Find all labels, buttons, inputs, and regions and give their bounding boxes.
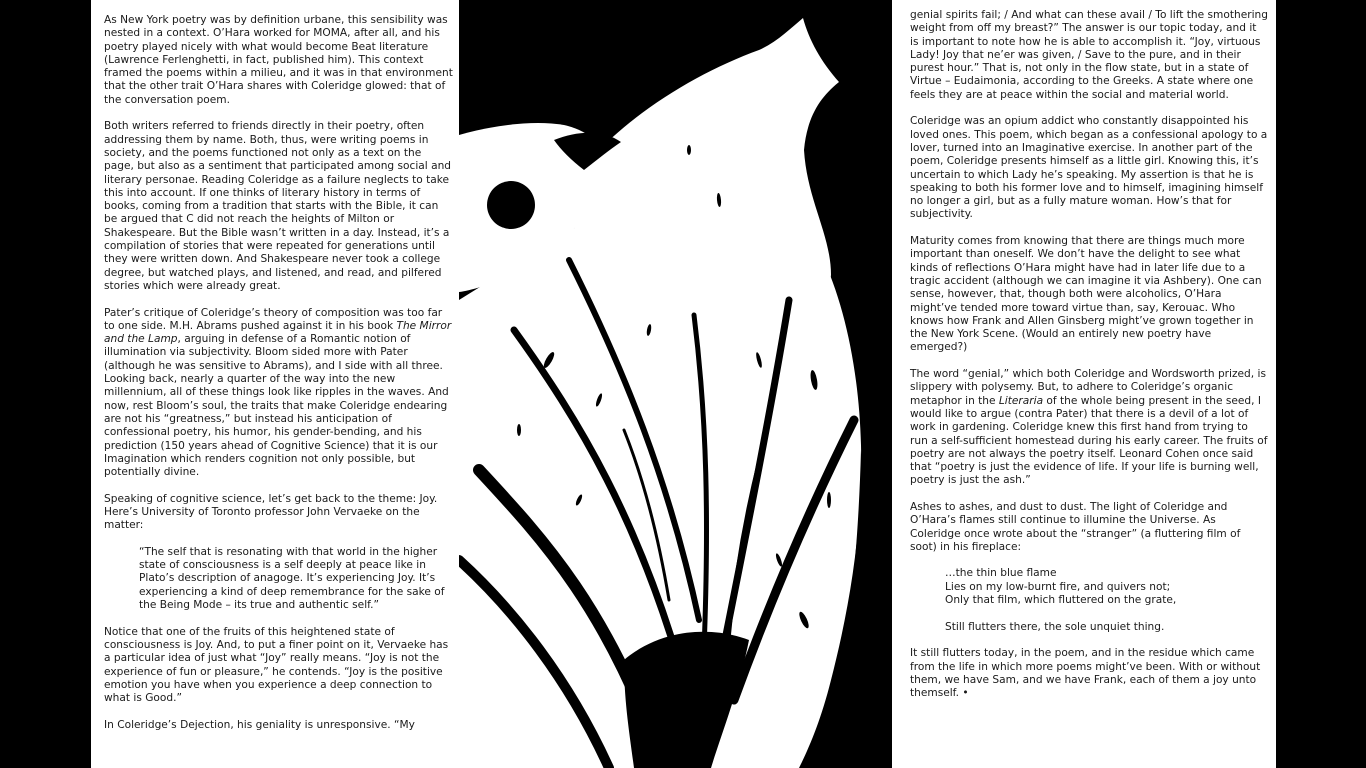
book-title-literaria: Literaria <box>998 394 1044 407</box>
paragraph-genial-word <box>910 368 1268 488</box>
poem-line: Only that film, which fluttered on the grate, <box>945 594 1177 607</box>
paragraph-genial-spirits: genial spirits fail; / And what can these avail / To lift the smothering weight from off my breast?” The answer is our topic today, and it is important to note how he is able to accomplish it. “Joy, virtuous Lady! Joy that ne’er was given, / Save to the pure, and in their purest hour.” That is, not only in the flow state, but in a state of Virtue – Eudaimonia, according to the Greeks. A state where one feels they are at peace within the social and material world. <box>910 9 1268 101</box>
paragraph-closing: It still flutters today, in the poem, and in the residue which came from the life in which more poems might’ve been. With or without them, we have Sam, and we have Frank, each of them a joy unto themself. • <box>910 647 1261 700</box>
paragraph-both-writers: Both writers referred to friends directly in their poetry, often addressing them by name. Both, thus, were writing poems in society, and the poems functioned not only as a text on the page, but also as a sentiment that participated among social and literary personae. Reading Coleridge as a failure neglects to take this into account. If one thinks of literary history in terms of books, coming from a tradition that starts with the Bible, it can be argued that C did not reach the heights of Milton or Shakespeare. But the Bible wasn’t written in a day. Instead, it’s a compilation of stories that were repeated for generations until they were written down. And Shakespeare never took a college degree, but watched plays, and listened, and read, and pilfered stories which were already great. <box>104 120 452 292</box>
coleridge-poem-excerpt <box>945 567 1268 633</box>
paragraph-pater-critique <box>104 307 453 480</box>
pater-text-end: , arguing in defense of a Romantic notion of illumination via subjectivity. Bloom sided more with Pater (although he was sensitive to Abrams), and I side with all three. Looking back, nearly a quarter of the way into the new millennium, all of these things look like ripples in the waves. And now, rest Bloom’s soul, the traits that make Coleridge endearing are not his “greatness,” but instead his anticipation of confessional poetry, his humor, his gender-bending, and his prediction (150 years ahead of Cognitive Science) that it is our Imagination which renders cognition not only possible, but potentially divine. <box>104 333 449 479</box>
pater-text-start: Pater’s critique of Coleridge’s theory of composition was too far to one side. M.H. Abrams pushed against it in his book <box>104 306 443 332</box>
paragraph-maturity: Maturity comes from knowing that there are things much more important than oneself. We don’t have the delight to see what kinds of reflections O’Hara might have had in later life due to a tragic accident (although we can imagine it via Ashbery). One can sense, however, that, though both were alcoholics, O’Hara might’ve tended more toward virtue than, say, Kerouac. Who knows how Frank and Allen Ginsberg might’ve grown together in the New York Scene. (Would an entirely new poetry have emerged?) <box>910 235 1262 354</box>
stanza-gap <box>945 607 1268 620</box>
paragraph-dejection: In Coleridge’s Dejection, his geniality is unresponsive. “My <box>104 718 415 731</box>
flower-bud-artwork <box>459 0 892 768</box>
paragraph-cognitive-science: Speaking of cognitive science, let’s get back to the theme: Joy. Here’s University of Toronto professor John Vervaeke on the matter: <box>104 492 438 532</box>
paragraph-ashes: Ashes to ashes, and dust to dust. The light of Coleridge and O’Hara’s flames still continue to illumine the Universe. As Coleridge once wrote about the “stranger” (a fluttering film of soot) in his fireplace: <box>910 500 1241 553</box>
paragraph-opium: Coleridge was an opium addict who constantly disappointed his loved ones. This poem, which began as a confessional apology to a lover, turned into an Imaginative exercise. In another part of the poem, Coleridge presents himself as a little girl. Knowing this, it’s uncertain to which Lady he’s speaking. My assertion is that he is speaking to both his former love and to himself, imagining himself no longer a girl, but as a fully mature woman. How’s that for subjectivity. <box>910 115 1268 221</box>
left-text-column <box>91 0 459 768</box>
poem-line: …the thin blue flame <box>945 567 1057 580</box>
book-title-mirror-and-lamp: The Mirror and the Lamp <box>104 319 452 346</box>
poem-line: Lies on my low-burnt fire, and quivers not; <box>945 580 1171 593</box>
flower-bud-illustration <box>459 0 892 768</box>
paragraph-notice-joy: Notice that one of the fruits of this heightened state of consciousness is Joy. And, to put a finer point on it, Vervaeke has a particular idea of just what “Joy” really means. “Joy is not the experience of fun or pleasure,” he contends. “Joy is the positive emotion you have when you experience a deep connection to what is Good.” <box>104 625 449 705</box>
paragraph-new-york-poetry: As New York poetry was by definition urbane, this sensibility was nested in a context. O’Hara worked for MOMA, after all, and his poetry played nicely with what would become Beat literature (Lawrence Ferlenghetti, in fact, published him). This context framed the poems within a milieu, and it was in that environment that the other trait O’Hara shares with Coleridge glowed: that of the conversation poem. <box>104 14 453 106</box>
genial-text-end: of the whole being present in the seed, I would like to argue (contra Pater) that there is a devil of a lot of work in gardening. Coleridge knew this first hand from trying to run a self-sufficient homestead during his early career. The fruits of poetry are not always the poetry itself. Leonard Cohen once said that “poetry is just the evidence of life. If your life is burning well, poetry is just the ash.” <box>910 394 1268 487</box>
poem-line: Still flutters there, the sole unquiet thing. <box>945 620 1165 633</box>
right-text-column <box>892 0 1276 768</box>
genial-text-start: The word “genial,” which both Coleridge and Wordsworth prized, is slippery with polysemy. But, to adhere to Coleridge’s organic metaphor in the <box>910 368 1266 407</box>
vervaeke-blockquote: “The self that is resonating with that world in the higher state of consciousness is a self deeply at peace like in Plato’s description of anagoge. It’s experiencing Joy. It’s experiencing a kind of deep remembrance for the sake of the Being Mode – its true and authentic self.” <box>139 545 445 612</box>
